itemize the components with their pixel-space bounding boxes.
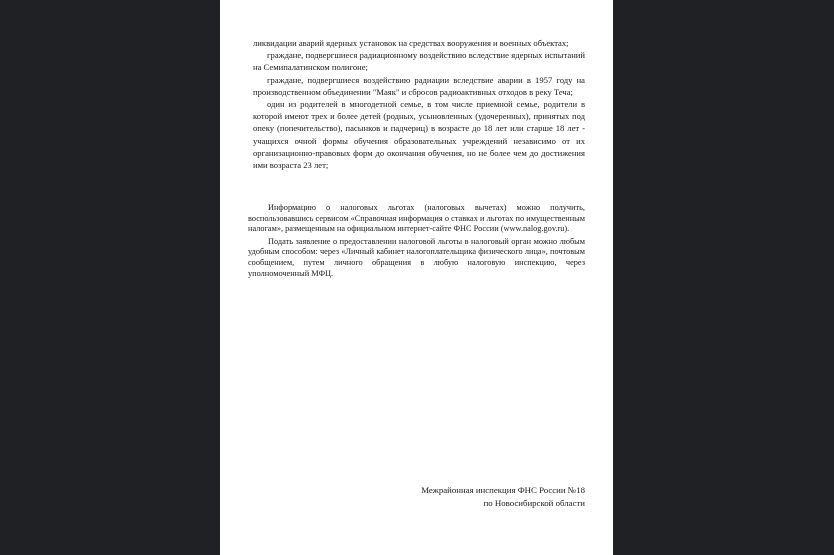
paragraph-semipalatinsk: граждане, подвергшиеся радиационному воздействию вследствие ядерных испытаний на Семипалатинском полигоне;	[253, 50, 585, 73]
benefit-recipients-list	[253, 37, 585, 171]
paragraph-mayak: граждане, подвергшиеся воздействию радиации вследствие аварии в 1957 году на производственном объединении "Маяк" и сбросов радиоактивных отходов в реку Теча;	[253, 74, 585, 97]
paragraph-tax-benefits-info: Информацию о налоговых льготах (налоговых вычетах) можно получить, воспользовавшись сервисом «Справочная информация о ставках и льготах по имущественным налогам», размещенным на официальном интернет-сайте ФНС России (www.nalog.gov.ru).	[248, 203, 585, 234]
signature-line-1: Межрайонная инспекция ФНС России №18	[421, 485, 585, 495]
signature-line-2: по Новосибирской области	[483, 497, 585, 508]
signature-block	[421, 484, 585, 509]
paragraph-application-methods: Подать заявление о предоставлении налоговой льготы в налоговый орган можно любым удобным способом: через «Личный кабинет налогоплательщика физического лица», почтовым сообщением, путем личного обращения в любую налоговую инспекцию, через уполномоченный МФЦ.	[248, 236, 585, 278]
paragraph-large-family: один из родителей в многодетной семье, в том числе приемной семье, родители в которой имеют трех и более детей (родных, усыновленных (удочеренных), принятых под опеку (попечительство), пасынков и падчериц) в возрасте до 18 лет или старше 18 лет - учащихся очной формы обучения образовательных учреждений независимо от их организационно-правовых форм до окончания обучения, но не более чем до достижения ими возраста 23 лет;	[253, 99, 585, 171]
information-section	[248, 203, 585, 281]
paragraph-nuclear-accidents: ликвидации аварий ядерных установок на средствах вооружения и военных объектах;	[253, 38, 569, 48]
document-page	[220, 0, 613, 555]
